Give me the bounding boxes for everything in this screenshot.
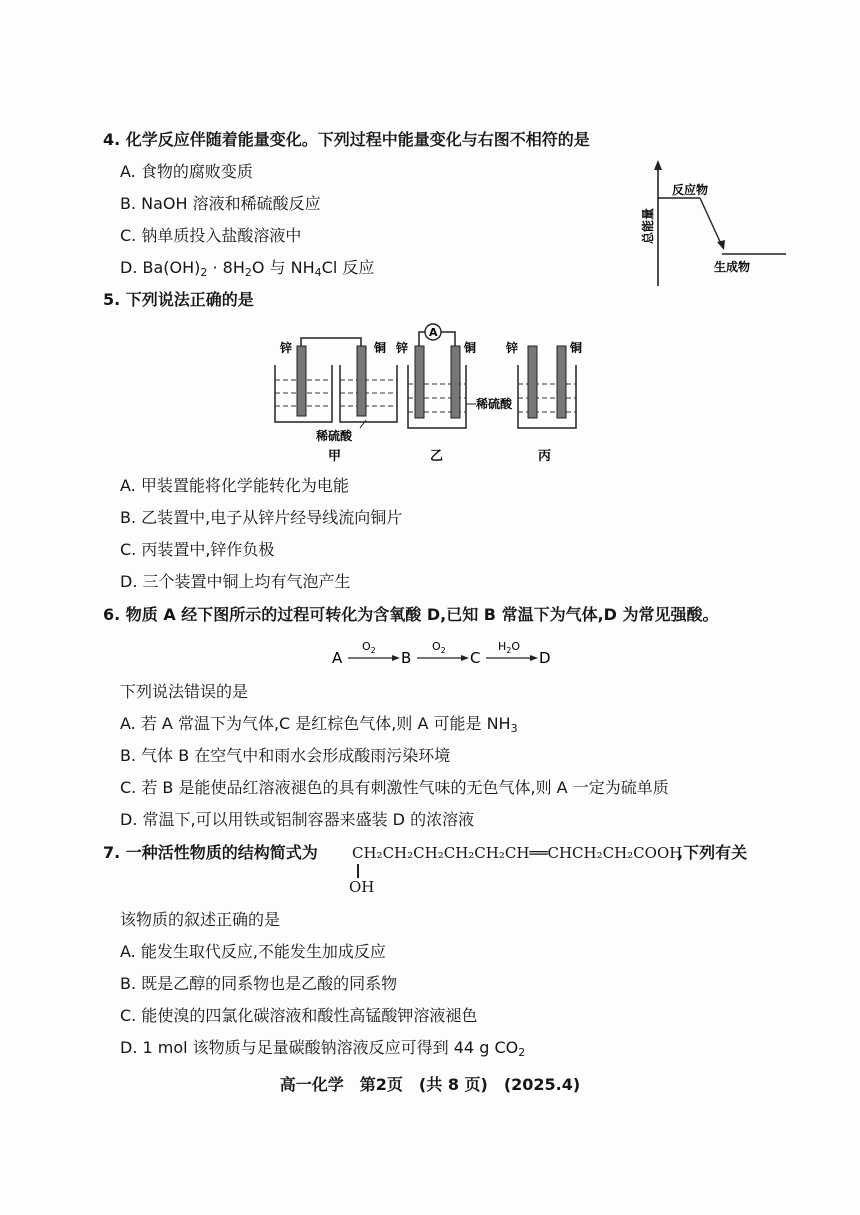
energy-drop-arrow	[717, 240, 725, 250]
conversion-scheme	[328, 636, 558, 672]
setup-bing	[505, 340, 582, 464]
q7-structural-formula: CH₂CH₂CH₂CH₂CH₂CH══CHCH₂CH₂COOH	[352, 844, 683, 862]
name-jia: 甲	[328, 449, 342, 464]
y-axis-arrow	[654, 160, 662, 170]
setup-jia	[275, 338, 397, 464]
svg-text:H2O: $H_2O$	[498, 640, 521, 655]
label-zinc-bing: 锌	[506, 341, 519, 355]
q4-stem: 4. 化学反应伴随着能量变化。下列过程中能量变化与右图不相符的是	[103, 130, 590, 149]
page-footer: 高一化学 第2页 (共 8 页) (2025.4)	[279, 1075, 581, 1094]
species-c: C	[470, 649, 481, 667]
q7-option-c: C. 能使溴的四氯化碳溶液和酸性高锰酸钾溶液褪色	[120, 1006, 478, 1025]
q6-prompt: 下列说法错误的是	[120, 682, 249, 701]
label-copper-bing: 铜	[570, 341, 583, 355]
name-bing: 丙	[538, 449, 552, 464]
q5-option-a: A. 甲装置能将化学能转化为电能	[120, 476, 349, 495]
y-axis-label: 总能量	[641, 207, 655, 244]
product-label: 生成物	[714, 260, 751, 274]
setup-yi	[395, 324, 513, 464]
svg-text:O2: $O_2$	[362, 640, 376, 655]
q7-option-d: D. 1 mol 该物质与足量碳酸钠溶液反应可得到 44 g $CO_2$	[120, 1038, 526, 1059]
label-copper-jia: 铜	[374, 341, 387, 355]
species-a: A	[332, 649, 343, 667]
q5-option-c: C. 丙装置中,锌作负极	[120, 540, 275, 559]
q7-option-a: A. 能发生取代反应,不能发生加成反应	[120, 942, 386, 961]
species-d: D	[539, 649, 551, 667]
q4-option-c: C. 钠单质投入盐酸溶液中	[120, 226, 302, 245]
q5-stem: 5. 下列说法正确的是	[103, 290, 254, 309]
q4-option-a: A. 食物的腐败变质	[120, 162, 253, 181]
q4-option-b: B. NaOH 溶液和稀硫酸反应	[120, 194, 321, 213]
q7-oh-group: OH	[349, 878, 375, 896]
name-yi: 乙	[430, 449, 444, 464]
q6-stem: 6. 物质 A 经下图所示的过程可转化为含氧酸 D,已知 B 常温下为气体,D 为常见强酸。	[103, 605, 719, 624]
label-zinc-jia: 锌	[280, 341, 293, 355]
galvanic-cells-diagram	[270, 320, 600, 470]
label-acid-yi: 稀硫酸	[476, 397, 513, 411]
reactant-label: 反应物	[672, 183, 709, 197]
energy-diagram	[640, 158, 790, 288]
label-zinc-yi: 锌	[396, 341, 409, 355]
q6-option-c: C. 若 B 是能使品红溶液褪色的具有刺激性气味的无色气体,则 A 一定为硫单质	[120, 778, 669, 797]
q7-stem-line2: 该物质的叙述正确的是	[120, 910, 281, 929]
q4-option-d: D. $Ba(OH)_2 \cdot 8H_2O$ 与 $NH_4Cl$ 反应	[120, 258, 375, 279]
q5-option-b: B. 乙装置中,电子从锌片经导线流向铜片	[120, 508, 403, 527]
q6-option-a: A. 若 A 常温下为气体,C 是红棕色气体,则 A 可能是 $NH_3$	[120, 714, 518, 735]
label-acid-jia: 稀硫酸	[316, 429, 353, 443]
svg-text:O2: $O_2$	[432, 640, 446, 655]
species-b: B	[401, 649, 412, 667]
energy-drop	[700, 198, 722, 246]
q6-option-b: B. 气体 B 在空气中和雨水会形成酸雨污染环境	[120, 746, 451, 765]
q7-bond-line	[357, 864, 359, 878]
q7-stem: 7. 一种活性物质的结构简式为	[103, 843, 318, 862]
ammeter-label: A	[429, 326, 438, 339]
q6-option-d: D. 常温下,可以用铁或铝制容器来盛装 D 的浓溶液	[120, 810, 475, 829]
q7-stem-tail: ,下列有关	[677, 843, 748, 862]
q5-option-d: D. 三个装置中铜上均有气泡产生	[120, 572, 351, 591]
label-copper-yi: 铜	[464, 341, 477, 355]
q7-option-b: B. 既是乙醇的同系物也是乙酸的同系物	[120, 974, 398, 993]
